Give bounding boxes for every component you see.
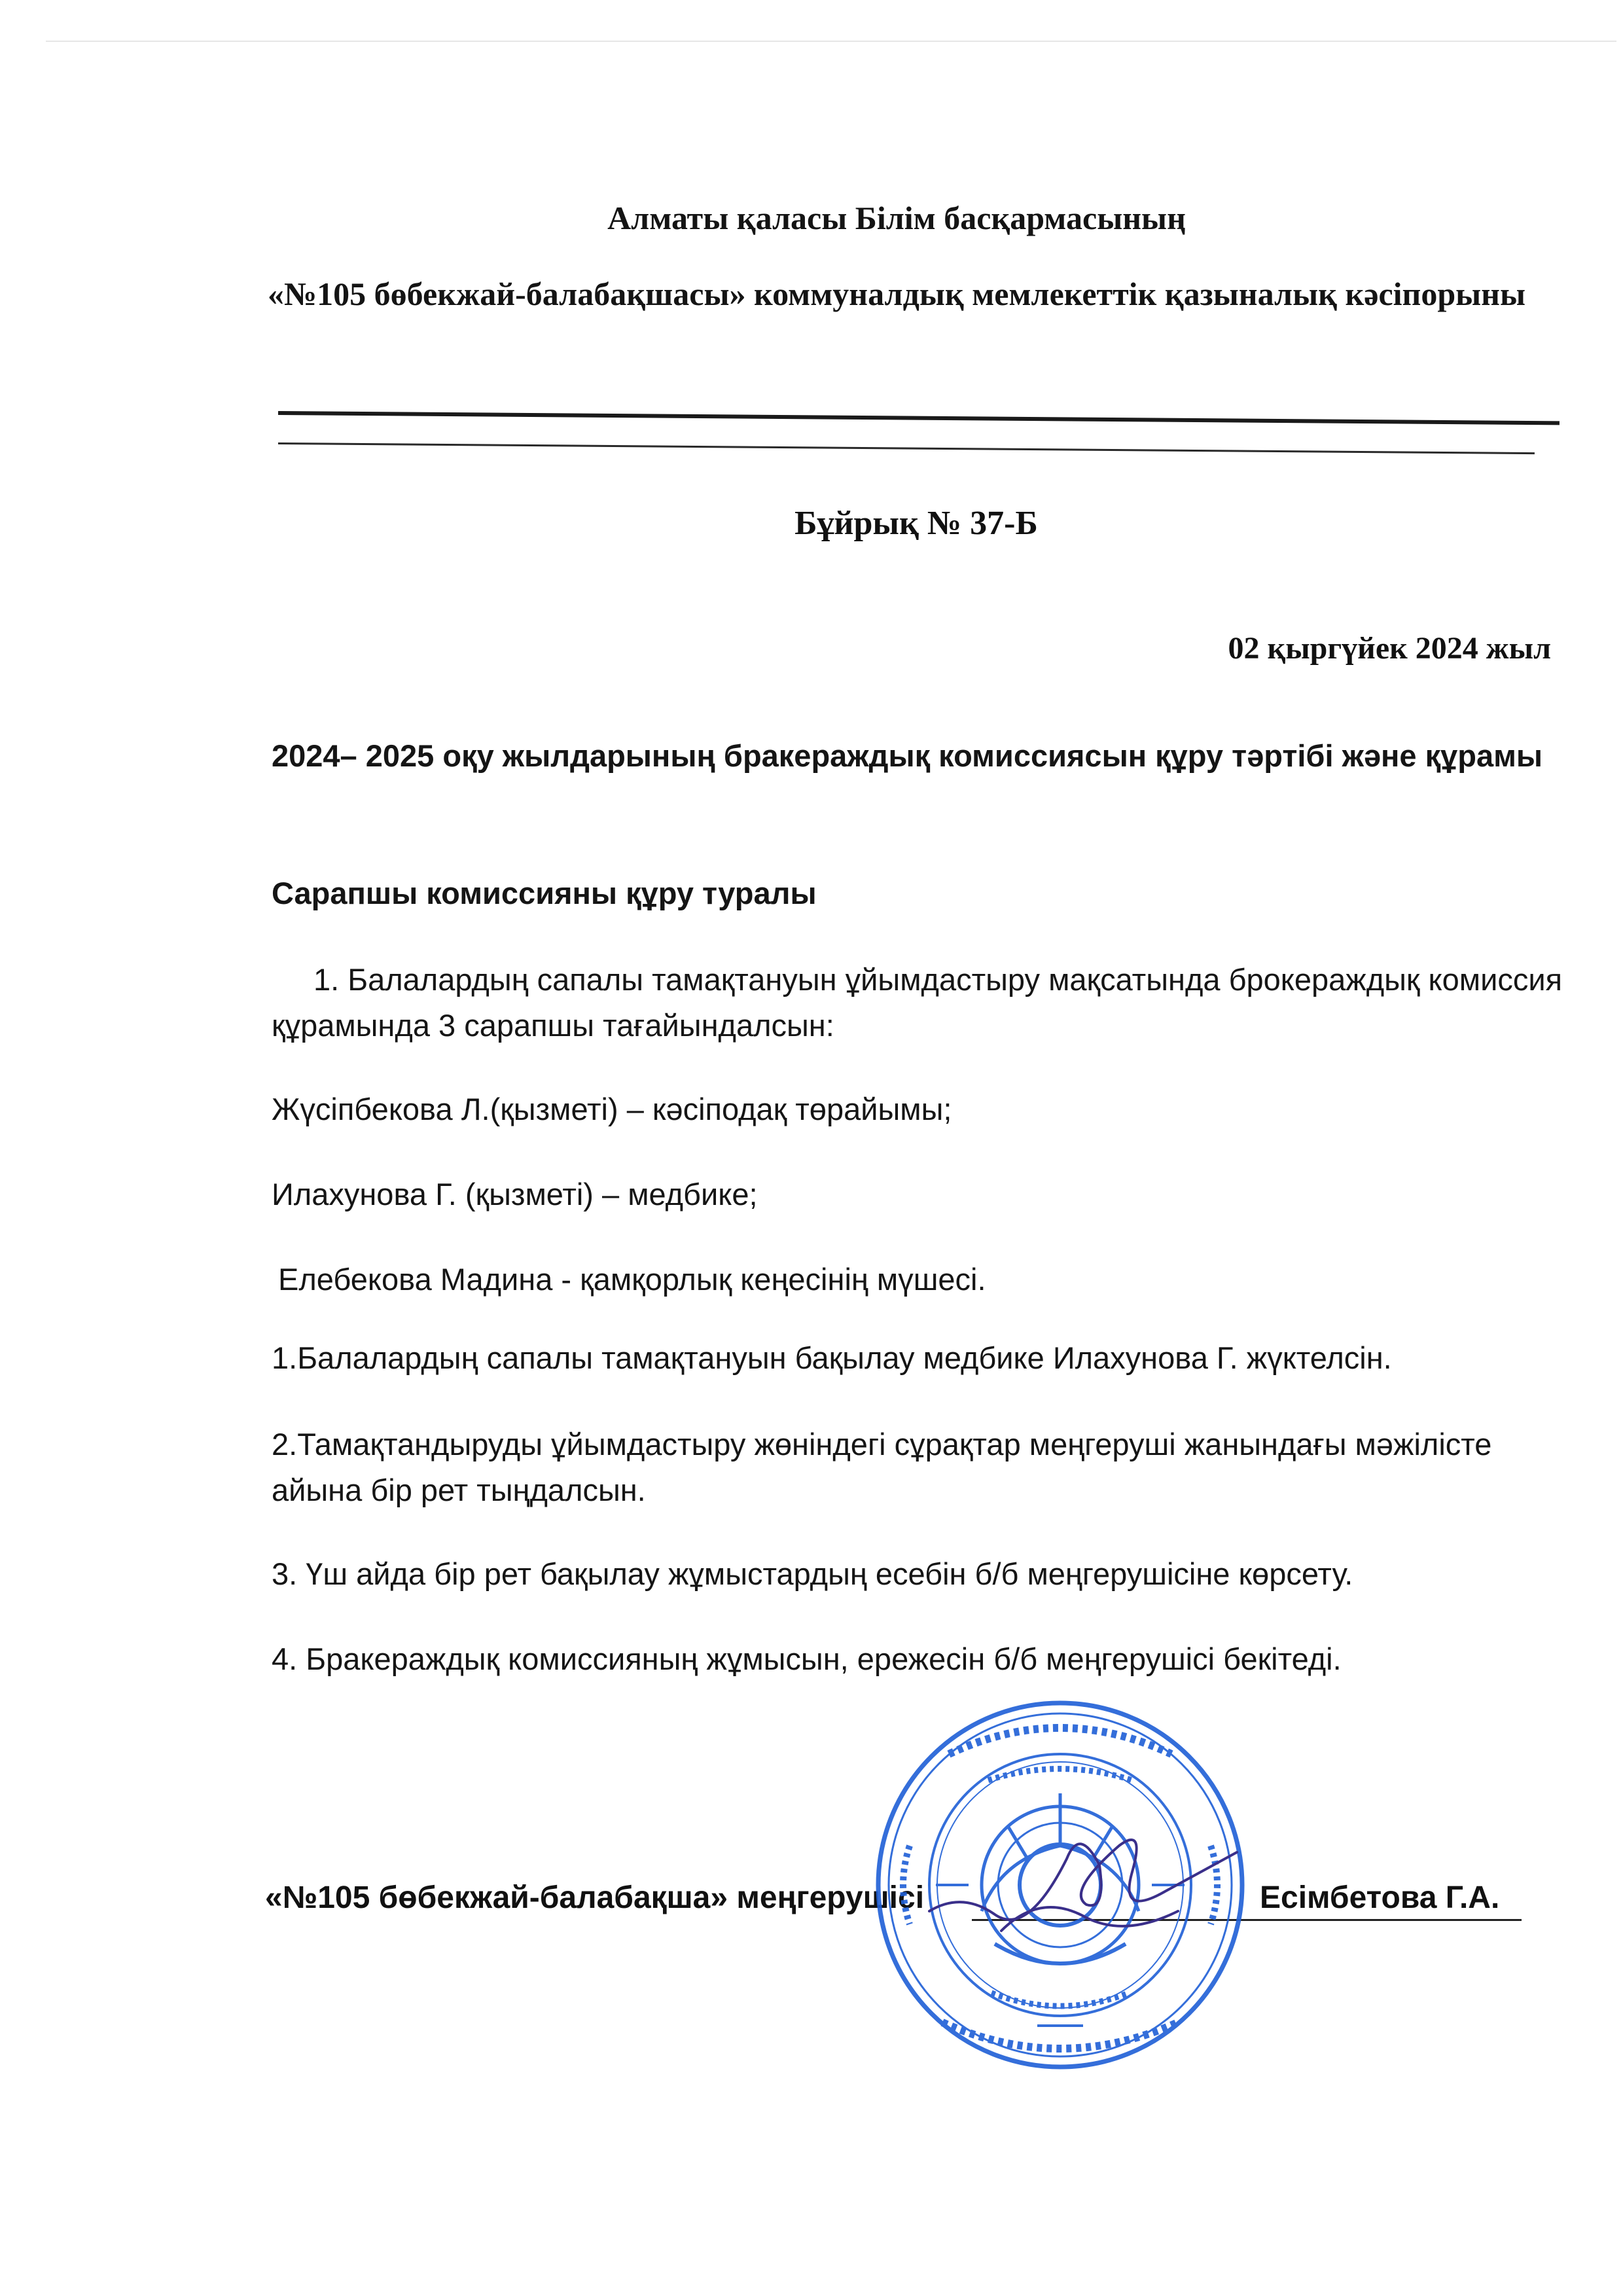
- member-item: Жүсіпбекова Л.(қызметі) – кәсіподақ төрайымы;: [272, 1092, 952, 1126]
- order-subtitle: Сарапшы комиссияны құру туралы: [272, 876, 817, 910]
- order-topic: 2024– 2025 оқу жылдарының бракераждық комиссиясын құру тәртібі және құрамы: [272, 738, 1543, 773]
- scan-edge-line: [46, 41, 1616, 42]
- institution-header-line1: Алматы қаласы Білім басқармасының: [607, 200, 1186, 236]
- member-item: Елебекова Мадина - қамқорлық кеңесінің мүшесі.: [278, 1262, 986, 1297]
- signatory-role: «№105 бөбекжай-балабақша» меңгерушісі: [265, 1880, 925, 1915]
- institution-header-line2: «№105 бөбекжай-балабақшасы» коммуналдық мемлекеттік қазыналық кәсіпорыны: [267, 276, 1526, 312]
- order-title: Бұйрық № 37-Б: [794, 505, 1038, 542]
- signatory-name: Есімбетова Г.А.: [1260, 1880, 1500, 1915]
- paragraph-appoint-experts: 1. Балалардың сапалы тамақтануын ұйымдастыру мақсатында брокераждық комиссия құрамында 3 сарапшы тағайындалсын:: [272, 962, 1563, 1043]
- order-item: 2.Тамақтандыруды ұйымдастыру жөніндегі сұрақтар меңгеруші жанындағы мәжілісте айына бір рет тыңдалсын.: [272, 1427, 1492, 1507]
- header-rule-thin: [278, 442, 1535, 454]
- order-item: 4. Бракераждық комиссияның жұмысын, ережесін б/б меңгерушісі бекітеді.: [272, 1641, 1342, 1676]
- header-rule-thick: [278, 411, 1560, 425]
- order-item: 3. Үш айда бір рет бақылау жұмыстардың есебін б/б меңгерушісіне көрсету.: [272, 1556, 1353, 1591]
- order-item: 1.Балалардың сапалы тамақтануын бақылау медбике Илахунова Г. жүктелсін.: [272, 1340, 1392, 1375]
- order-date: 02 қыргүйек 2024 жыл: [1228, 631, 1551, 666]
- member-item: Илахунова Г. (қызметі) – медбике;: [272, 1177, 758, 1211]
- official-seal-stamp: [870, 1695, 1250, 2075]
